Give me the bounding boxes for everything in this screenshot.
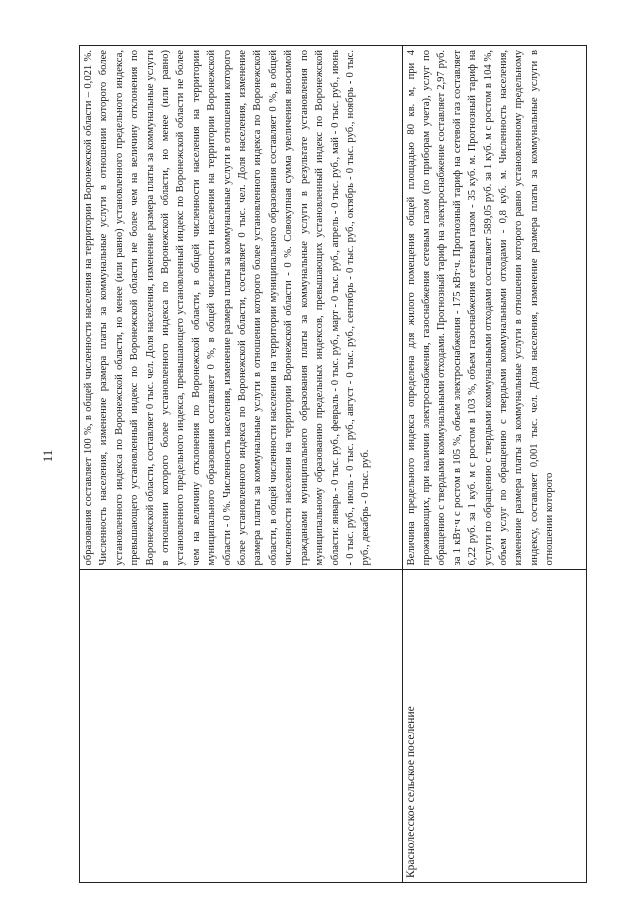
municipality-cell [80,570,403,883]
page-number: 11 [40,449,55,463]
description-cell [402,46,586,570]
index-table [79,45,587,883]
table-row [80,46,403,883]
municipality-cell [402,570,586,883]
description-cell [80,46,403,570]
description-text: Величина предельного индекса определена для жилого помещения общей площадью 80 кв. м, при 4 проживающих, при наличии электроснабжения, газоснабжения сетевым газом (по приборам учета), услуг по обращению с твердыми коммунальными отходами. Прогнозный тариф на электроснабжение составляет 2,97 руб. за 1 кВт·ч с ростом в 105 %, объем электроснабжения - 175 кВт·ч. Прогнозный тариф на сетевой газ составляет 6,22 руб. за 1 куб. м с ростом в 103 %, объем газоснабжения сетевым газом - 35 куб. м. Прогнозный тариф на услуги по обращению с твердыми коммунальными отходами составляет 589,05 руб. за 1 куб. м с ростом в 104 %, объем услуг по обращению с твердыми коммунальными отходами - 0,8 куб. м. Численность населения, изменение размера платы за коммунальные услуги в отношении которого равно установленному предельному индексу, составляет 0,001 тыс. чел. Доля населения, изменение размера платы за коммунальные услуги в отношении которого [405,50,556,566]
municipality-name: Краснолесское сельское поселение [404,706,417,878]
rotated-content [79,45,587,883]
description-text: образования составляет 100 %, в общей численности населения на территории Воронежской области – 0,021 %. Численность населения, изменение размера платы за коммунальные услуги в отношении которого более установленного индекса по Воронежской области, но менее (или равно) установленного предельного индекса, превышающего установленный индекс по Воронежской области не более чем на величину отклонения по Воронежской области, составляет 0 тыс. чел. Доля населения, изменение размера платы за коммунальные услуги в отношении которого более установленного индекса по Воронежской области, но менее (или равно) установленного предельного индекса, превышающего установленный индекс по Воронежской области не более чем на величину отклонения по Воронежской области, в общей численности населения на территории муниципального образования составляет 0 %, в общей численности населения на территории Воронежской области - 0 %. Численность населения, изменение размера платы за коммунальные услуги в отношении которого более установленного индекса по Воронежской области, составляет 0 тыс. чел. Доля населения, изменение размера платы за коммунальные услуги в отношении которого более установленного индекса по Воронежской области, в общей численности населения на территории муниципального образования составляет 0 %, в общей численности населения на территории Воронежской области - 0 %. Совокупная сумма увеличения вносимой гражданами муниципального образования платы за коммунальные услуги в результате установления по муниципальному образованию предельных индексов, превышающих установленный индекс по Воронежской области: январь - 0 тыс. руб., февраль - 0 тыс. руб., март - 0 тыс. руб., апрель - 0 тыс. руб., май - 0 тыс. руб., июнь - 0 тыс. руб., июль - 0 тыс. руб., август - 0 тыс. руб., сентябрь - 0 тыс. руб., октябрь - 0 тыс. руб., ноябрь - 0 тыс. руб., декабрь - 0 тыс. руб. [83,50,372,566]
table-row [402,46,586,883]
